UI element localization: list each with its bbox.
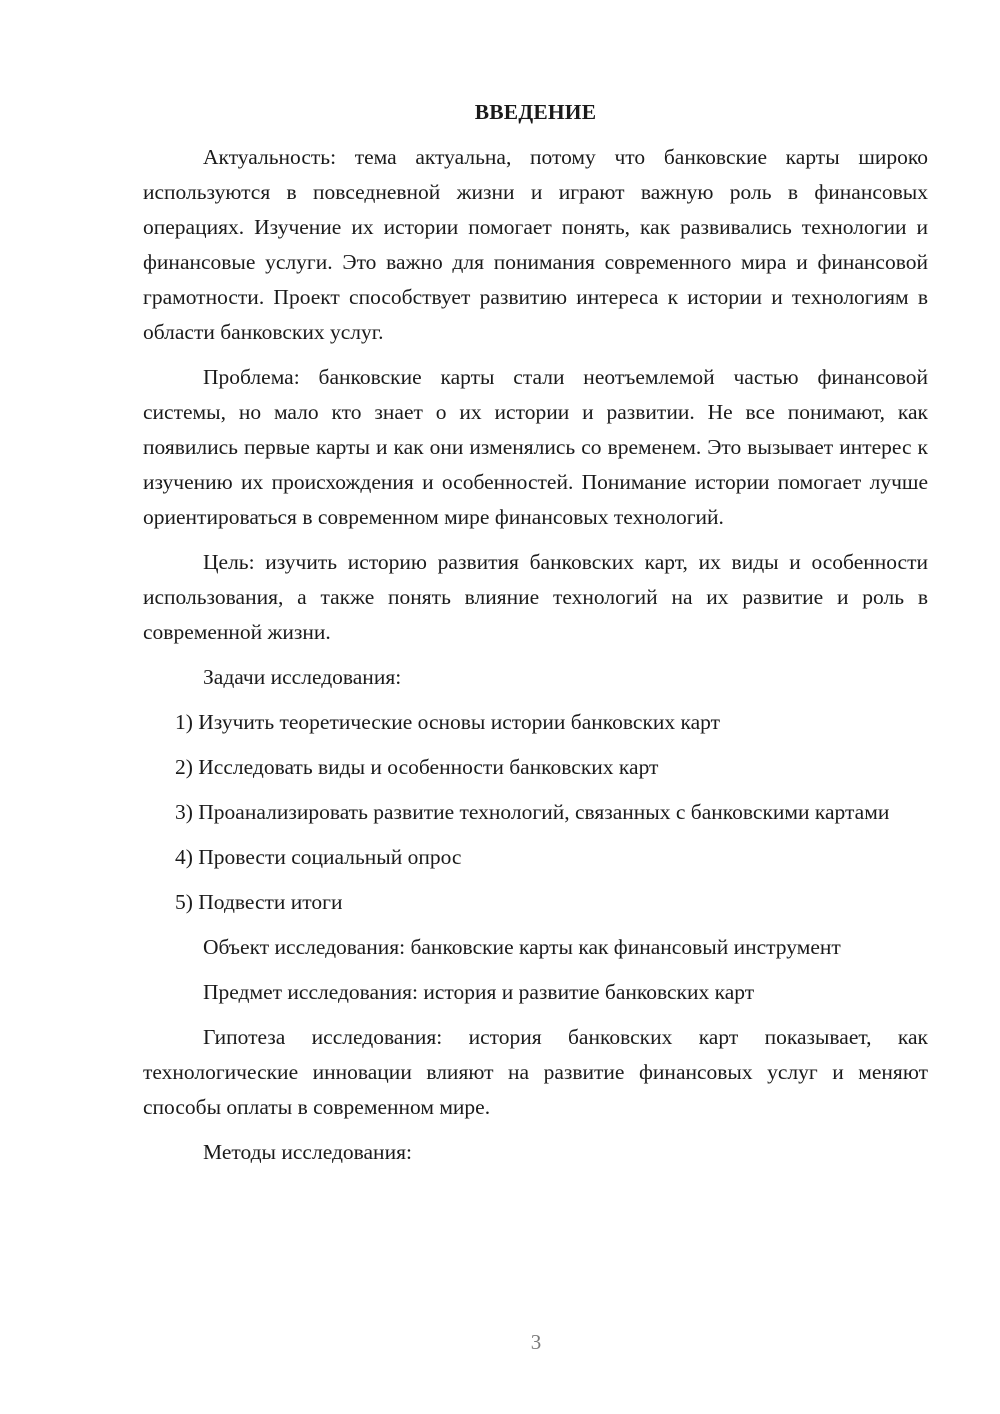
section-title: ВВЕДЕНИЕ <box>474 100 597 124</box>
task-item-3: 3) Проанализировать развитие технологий, связанных с банковскими картами <box>175 800 890 824</box>
methods-heading: Методы исследования: <box>203 1140 412 1164</box>
hypothesis-paragraph: Гипотеза исследования: история банковских карт показывает, как технологические инновации влияют на развитие финансовых услуг и меняют способы оплаты в современном мире. <box>143 1025 928 1119</box>
page-number: 3 <box>530 1330 542 1354</box>
task-item-4: 4) Провести социальный опрос <box>175 845 462 869</box>
tasks-heading: Задачи исследования: <box>203 665 402 689</box>
page-content <box>143 95 928 1180</box>
subject-paragraph: Предмет исследования: история и развитие банковских карт <box>203 980 755 1004</box>
relevance-paragraph: Актуальность: тема актуальна, потому что банковские карты широко используются в повседневной жизни и играют важную роль в финансовых операциях. Изучение их истории помогает понять, как развивались технологии и финансовые услуги. Это важно для понимания современного мира и финансовой грамотности. Проект способствует развитию интереса к истории и технологиям в области банковских услуг. <box>143 145 928 344</box>
object-paragraph: Объект исследования: банковские карты как финансовый инструмент <box>203 935 841 959</box>
task-item-1: 1) Изучить теоретические основы истории банковских карт <box>175 710 721 734</box>
task-item-5: 5) Подвести итоги <box>175 890 343 914</box>
problem-paragraph: Проблема: банковские карты стали неотъемлемой частью финансовой системы, но мало кто знает о их истории и развитии. Не все понимают, как появились первые карты и как они изменялись со временем. Это вызывает интерес к изучению их происхождения и особенностей. Понимание истории помогает лучше ориентироваться в современном мире финансовых технологий. <box>143 365 928 529</box>
goal-paragraph: Цель: изучить историю развития банковских карт, их виды и особенности использования, а также понять влияние технологий на их развитие и роль в современной жизни. <box>143 550 928 644</box>
task-item-2: 2) Исследовать виды и особенности банковских карт <box>175 755 659 779</box>
